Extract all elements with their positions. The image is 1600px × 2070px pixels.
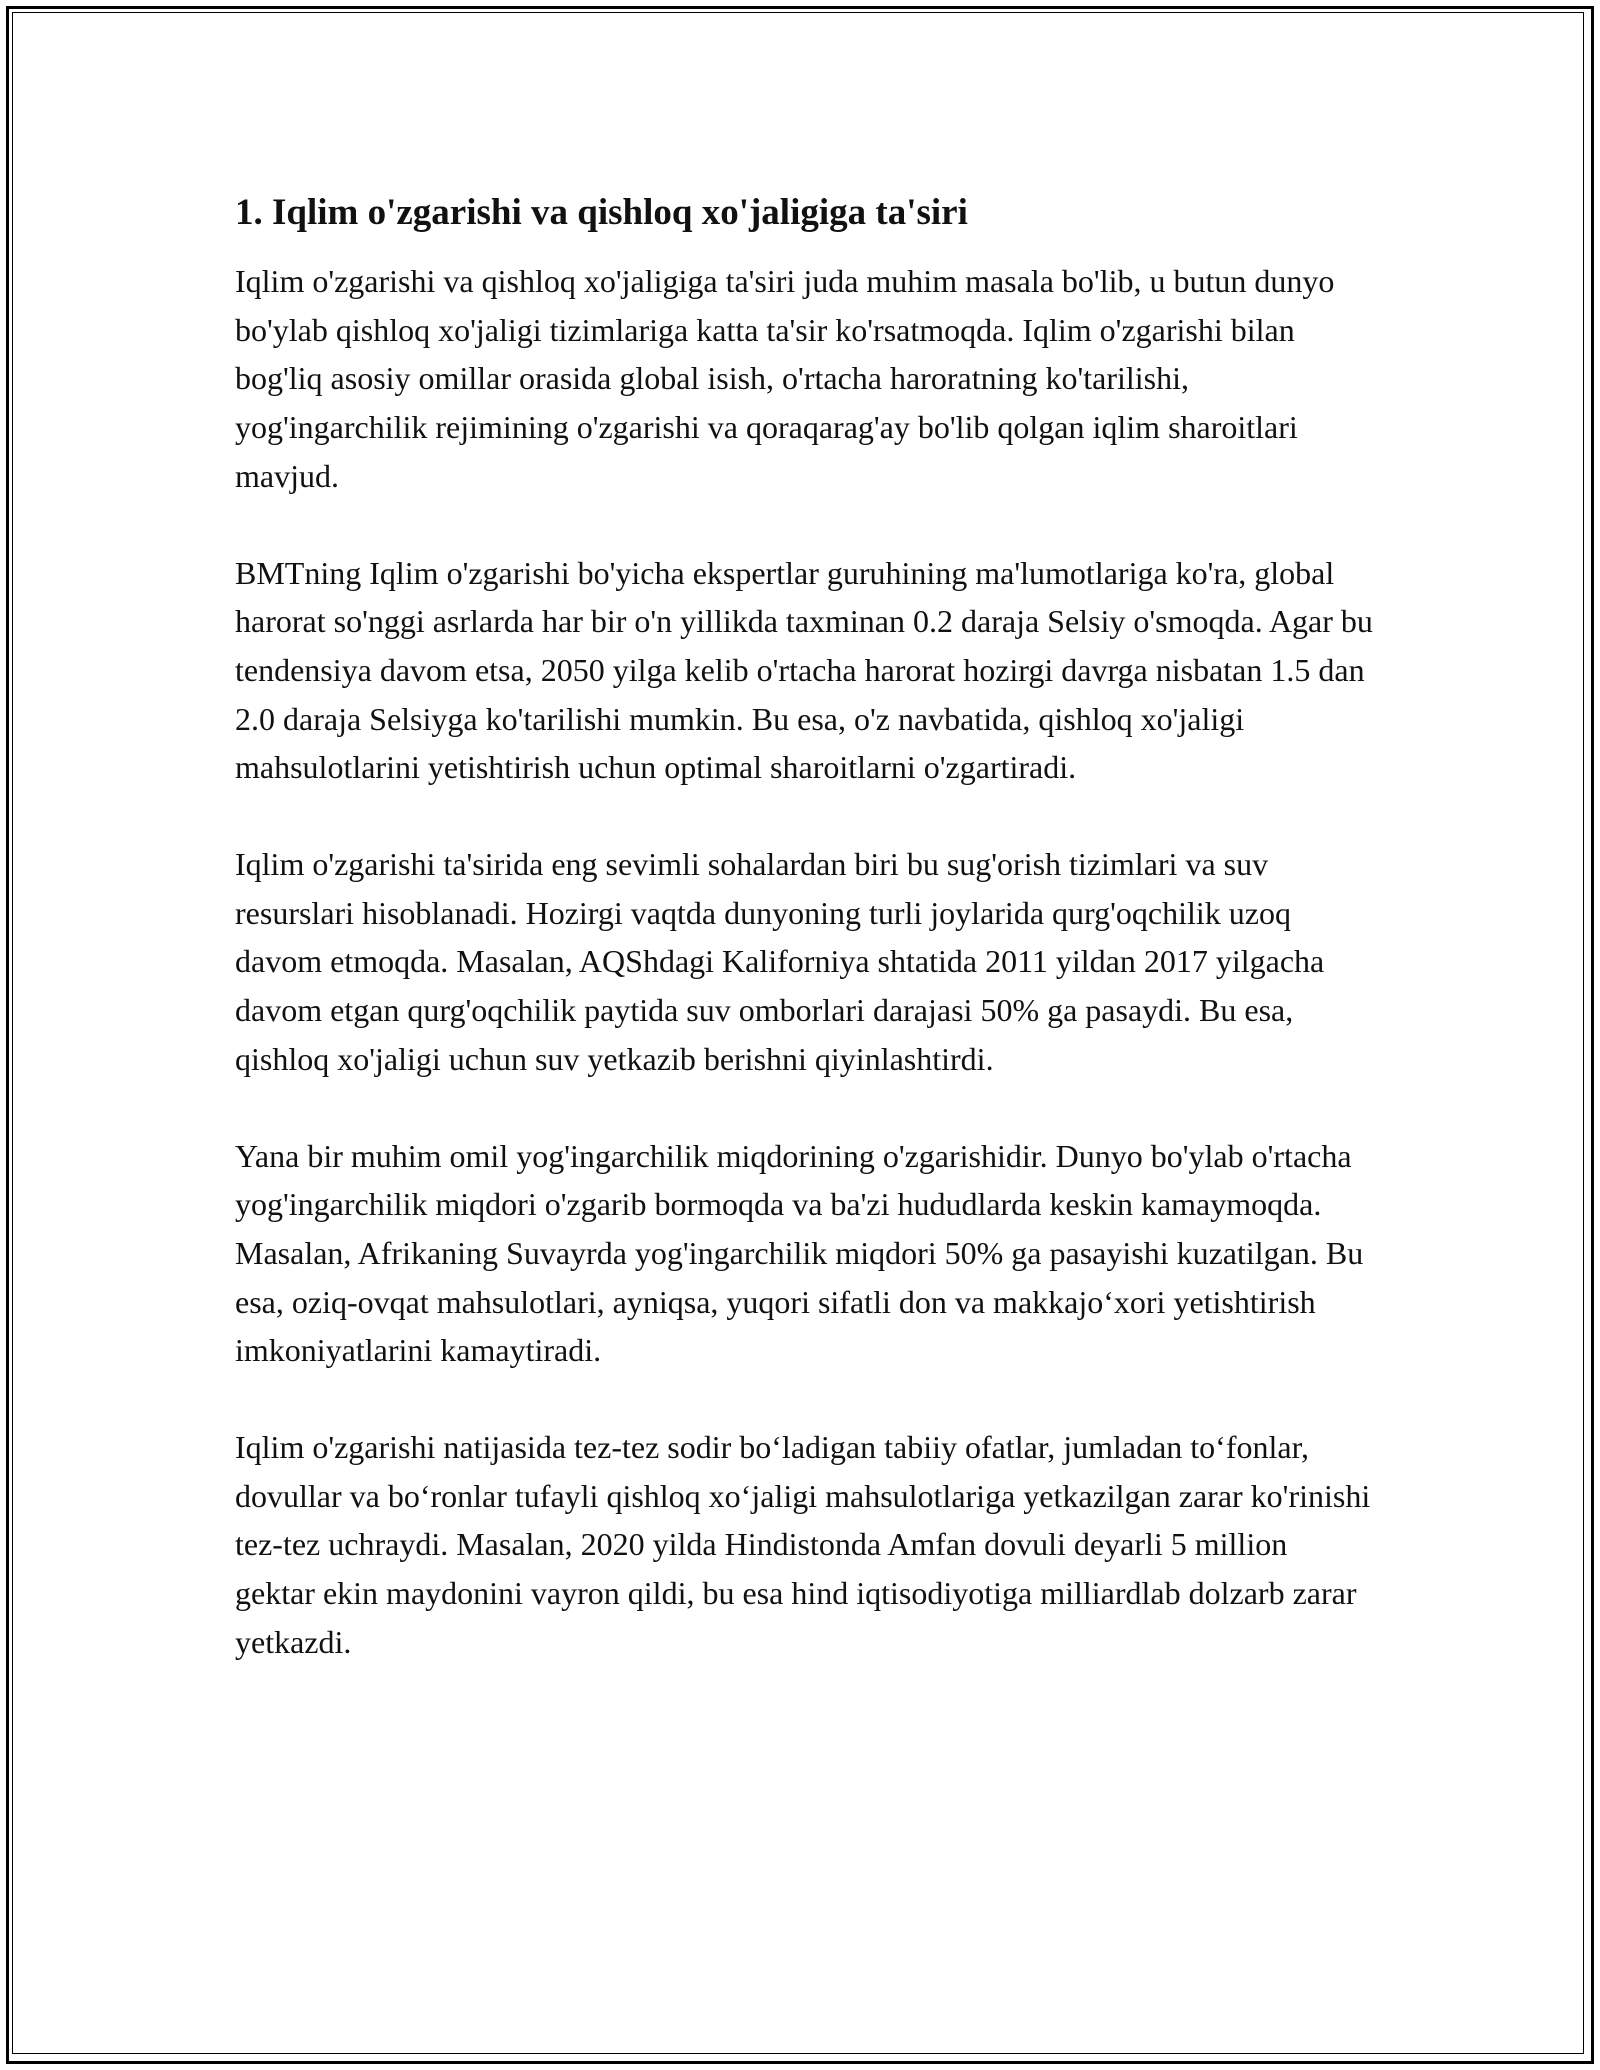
paragraph-2: BMTning Iqlim o'zgarishi bo'yicha ekspertlar guruhining ma'lumotlariga ko'ra, global harorat so'nggi asrlarda har bir o'n yillikda taxminan 0.2 daraja Selsiy o'smoqda. Agar bu tendensiya davom etsa, 2050 yilga kelib o'rtacha harorat hozirgi davrga nisbatan 1.5 dan 2.0 daraja Selsiyga ko'tarilishi mumkin. Bu esa, o'z navbatida, qishloq xo'jaligi mahsulotlarini yetishtirish uchun optimal sharoitlarni o'zgartiradi.: [235, 554, 1373, 786]
paragraph-4: Yana bir muhim omil yog'ingarchilik miqdorining o'zgarishidir. Dunyo bo'ylab o'rtacha yog'ingarchilik miqdori o'zgarib bormoqda va ba'zi hududlarda keskin kamaymoqda. Masalan, Afrikaning Suvayrda yog'ingarchilik miqdori 50% ga pasayishi kuzatilgan. Bu esa, oziq-ovqat mahsulotlari, ayniqsa, yuqori sifatli don va makkajo‘xori yetishtirish imkoniyatlarini kamaytiradi.: [235, 1137, 1364, 1369]
paragraph-3: Iqlim o'zgarishi ta'sirida eng sevimli sohalardan biri bu sug'orish tizimlari va suv resurslari hisoblanadi. Hozirgi vaqtda dunyoning turli joylarida qurg'oqchilik uzoq davom etmoqda. Masalan, AQShdagi Kaliforniya shtatida 2011 yildan 2017 yilgacha davom etgan qurg'oqchilik paytida suv omborlari darajasi 50% ga pasaydi. Bu esa, qishloq xo'jaligi uchun suv yetkazib berishni qiyinlashtirdi.: [235, 846, 1325, 1077]
section-heading: 1. Iqlim o'zgarishi va qishloq xo'jaligiga ta'siri: [235, 192, 968, 233]
paragraph-5: Iqlim o'zgarishi natijasida tez-tez sodir bo‘ladigan tabiiy ofatlar, jumladan to‘fonlar, dovullar va bo‘ronlar tufayli qishloq xo‘jaligi mahsulotlariga yetkazilgan zarar ko'rinishi tez-tez uchraydi. Masalan, 2020 yilda Hindistonda Amfan dovuli deyarli 5 million gektar ekin maydonini vayron qildi, bu esa hind iqtisodiyotiga milliardlab dolzarb zarar yetkazdi.: [235, 1429, 1371, 1660]
document-body: [235, 183, 1375, 1715]
paragraph-1: Iqlim o'zgarishi va qishloq xo'jaligiga ta'siri juda muhim masala bo'lib, u butun dunyo bo'ylab qishloq xo'jaligi tizimlariga katta ta'sir ko'rsatmoqda. Iqlim o'zgarishi bilan bog'liq asosiy omillar orasida global isish, o'rtacha haroratning ko'tarilishi, yog'ingarchilik rejimining o'zgarishi va qoraqarag'ay bo'lib qolgan iqlim sharoitlari mavjud.: [235, 263, 1335, 494]
